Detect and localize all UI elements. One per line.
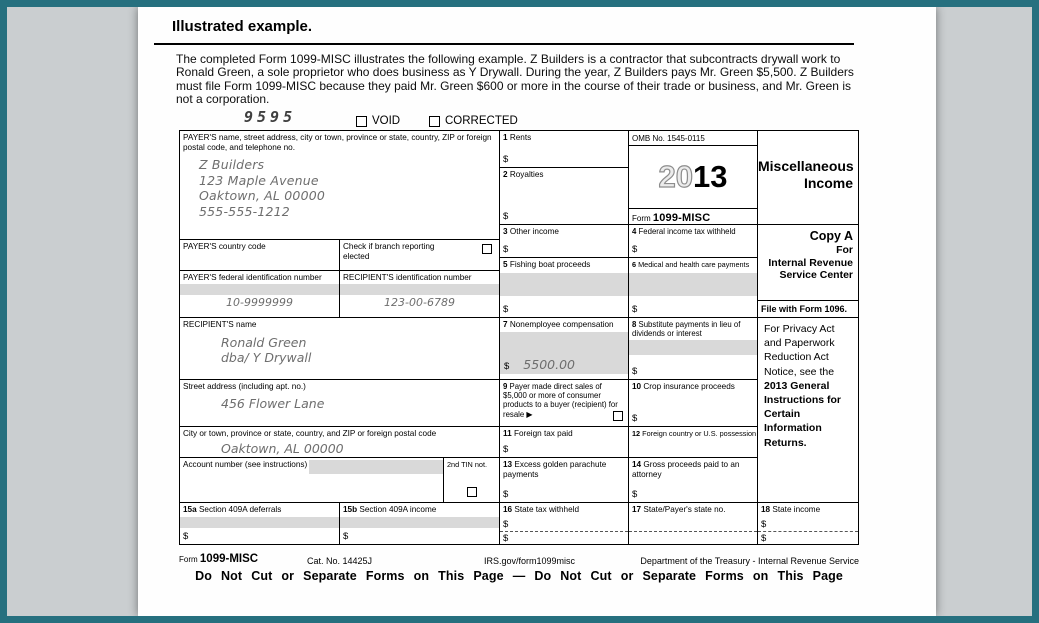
corrected-label: CORRECTED	[445, 115, 518, 127]
box-10-dollar: $	[632, 413, 638, 424]
form-number-line: Form 1099-MISC	[629, 208, 757, 224]
void-checkbox[interactable]	[356, 116, 367, 127]
direct-sales-checkbox[interactable]	[613, 411, 623, 421]
treasury-department-line: Department of the Treasury - Internal Revenue Service	[640, 556, 859, 566]
form-ocr-code: 9595	[244, 108, 297, 126]
box-17-entry-line1	[629, 518, 757, 531]
box-7-dollar: $	[504, 361, 510, 372]
box-4-label: 4 Federal income tax withheld	[632, 227, 736, 236]
box-16-state-tax-withheld	[499, 502, 628, 544]
year-suffix: 13	[693, 159, 728, 194]
document-page	[138, 7, 936, 616]
recipient-tin-cell	[339, 270, 499, 317]
form-footer	[179, 555, 859, 568]
void-label: VOID	[372, 115, 401, 127]
city-value: Oaktown, AL 00000	[221, 440, 344, 456]
box-8-substitute-payments	[628, 317, 757, 379]
payer-street: 123 Maple Avenue	[199, 172, 319, 188]
box-3-dollar: $	[503, 244, 509, 255]
recipient-name-line2: dba/ Y Drywall	[221, 349, 312, 365]
form-title-line1: Miscellaneous	[758, 158, 854, 174]
box-14-attorney-proceeds	[628, 457, 757, 502]
box-15b-shaded-area	[340, 517, 499, 528]
box-1-label: 1 Rents	[503, 133, 532, 142]
page-title: Illustrated example.	[172, 18, 313, 35]
box-18-label: 18 State income	[761, 505, 821, 514]
omb-number: OMB No. 1545-0115	[629, 131, 757, 146]
account-number-label: Account number (see instructions)	[183, 460, 308, 469]
privacy-act-notice-cell	[757, 317, 858, 502]
irs-url: IRS.gov/form1099misc	[484, 556, 576, 566]
street-address-label: Street address (including apt. no.)	[183, 382, 306, 391]
box-10-crop-insurance	[628, 379, 757, 426]
box-17-state-payer-number	[628, 502, 757, 544]
second-tin-checkbox[interactable]	[467, 487, 477, 497]
box-6-shaded-area	[629, 273, 757, 296]
box-1-number: 1	[503, 133, 508, 142]
tax-year	[629, 146, 757, 208]
payer-city: Oaktown, AL 00000	[199, 188, 326, 204]
city-cell	[179, 426, 499, 457]
box-14-label: 14 Gross proceeds paid to an attorney	[632, 460, 740, 479]
second-tin-label: 2nd TIN not.	[447, 460, 488, 469]
recipient-tin-label: RECIPIENT'S identification number	[343, 273, 472, 282]
form-title-cell	[757, 130, 858, 224]
box-7-shaded-area	[500, 332, 628, 374]
box-6-dollar: $	[632, 304, 638, 315]
recipient-name-line1: Ronald Green	[221, 334, 307, 350]
box-8-shaded-area	[629, 340, 757, 355]
box-15a-409a-deferrals	[179, 502, 339, 544]
file-with-1096-note: File with Form 1096.	[758, 300, 858, 317]
street-address-value: 456 Flower Lane	[221, 395, 325, 411]
recipient-name-value	[180, 335, 499, 365]
box-14-dollar: $	[632, 489, 638, 500]
do-not-cut-notice: Do Not Cut or Separate Forms on This Page — Do Not Cut or Separate Forms on This Page	[195, 569, 843, 583]
payer-tin-cell	[179, 270, 339, 317]
box-7-nonemployee-compensation	[499, 317, 628, 379]
street-address-cell	[179, 379, 499, 426]
box-16-dollar-line2: $	[500, 531, 628, 544]
box-7-label: 7 Nonemployee compensation	[503, 320, 614, 329]
box-17-label: 17 State/Payer's state no.	[632, 505, 726, 514]
box-10-label: 10 Crop insurance proceeds	[632, 382, 735, 391]
box-8-dollar: $	[632, 366, 638, 377]
box-16-label: 16 State tax withheld	[503, 505, 580, 514]
payer-country-code-cell	[179, 239, 339, 270]
payer-phone: 555-555-1212	[199, 203, 290, 219]
account-number-cell	[179, 457, 443, 502]
box-15a-shaded-area	[180, 517, 339, 528]
box-6-medical-payments	[628, 257, 757, 317]
account-number-row	[180, 458, 443, 474]
box-13-dollar: $	[503, 489, 509, 500]
box-3-label: 3 Other income	[503, 227, 559, 236]
box-18-state-income	[757, 502, 858, 544]
box-12-label: 12 Foreign country or U.S. possession	[632, 429, 757, 438]
payer-info-cell	[179, 130, 499, 239]
box-18-dollar-line2: $	[758, 531, 858, 544]
box-1-dollar: $	[503, 154, 509, 165]
box-18-dollar-line1: $	[761, 519, 767, 530]
omb-year-cell	[628, 130, 757, 224]
footer-form-number: Form 1099-MISC	[179, 553, 259, 565]
box-16-dollar-line1: $	[503, 519, 509, 530]
box-15b-409a-income	[339, 502, 499, 544]
form-1099-misc	[179, 130, 859, 545]
privacy-act-notice: For Privacy Act and Paperwork Reduction Act Notice, see the 2013 General Instructions for Certain Information Returns.	[764, 323, 842, 449]
box-11-foreign-tax-paid	[499, 426, 628, 457]
box-7-value: 5500.00	[523, 357, 575, 372]
box-5-shaded-area	[500, 273, 628, 296]
box-9-direct-sales	[499, 379, 628, 426]
box-2-royalties	[499, 167, 628, 224]
box-3-other-income	[499, 224, 628, 257]
year-prefix: 20	[658, 159, 693, 194]
branch-reporting-checkbox[interactable]	[482, 244, 492, 254]
box-15a-dollar: $	[183, 531, 189, 542]
intro-paragraph: The completed Form 1099-MISC illustrates the following example. Z Builders is a contractor that subcontracts drywall work to Ronald Green, a sole proprietor who does business as Y Drywall. During the year, Z Builders pays Mr. Green $5,500. Z Builders must file Form 1099-MISC because they paid Mr. Green $600 or more in the course of their trade or business, and Mr. Green is not a corporation.	[176, 52, 854, 107]
copy-a-heading: Copy A For Internal Revenue Service Center	[768, 229, 853, 281]
branch-reporting-label: Check if branch reporting elected	[343, 242, 435, 261]
recipient-tin-value: 123-00-6789	[384, 295, 455, 309]
box-2-label: 2 Royalties	[503, 170, 544, 179]
copy-a-cell	[757, 224, 858, 317]
box-8-label: 8 Substitute payments in lieu of dividends or interest	[632, 320, 741, 339]
box-4-federal-tax-withheld	[628, 224, 757, 257]
payer-value	[180, 157, 499, 219]
box-12-foreign-country	[628, 426, 757, 457]
branch-reporting-cell	[339, 239, 499, 270]
recipient-tin-shaded-area	[340, 284, 499, 295]
payer-tin-label: PAYER'S federal identification number	[183, 273, 322, 282]
box-9-label: 9 Payer made direct sales of $5,000 or more of consumer products to a buyer (recipient) for resale ▶	[503, 382, 618, 419]
box-13-label: 13 Excess golden parachute payments	[503, 460, 607, 479]
box-5-fishing-boat-proceeds	[499, 257, 628, 317]
payer-country-code-label: PAYER'S country code	[183, 242, 266, 251]
box-11-label: 11 Foreign tax paid	[503, 429, 573, 438]
recipient-name-label: RECIPIENT'S name	[183, 320, 257, 329]
box-5-label: 5 Fishing boat proceeds	[503, 260, 591, 269]
corrected-checkbox[interactable]	[429, 116, 440, 127]
box-11-dollar: $	[503, 444, 509, 455]
payer-label: PAYER'S name, street address, city or town, province or state, country, ZIP or foreign postal code, and telephone no.	[183, 133, 492, 152]
account-number-shaded-area	[309, 460, 443, 474]
payer-tin-value: 10-9999999	[226, 295, 293, 309]
box-2-dollar: $	[503, 211, 509, 222]
catalog-number: Cat. No. 14425J	[307, 556, 373, 566]
box-5-dollar: $	[503, 304, 509, 315]
box-13-golden-parachute	[499, 457, 628, 502]
payer-tin-shaded-area	[180, 284, 339, 295]
form-title-line2: Income	[803, 175, 853, 191]
box-15a-label: 15a Section 409A deferrals	[183, 505, 282, 514]
box-1-rents	[499, 130, 628, 167]
title-rule	[154, 43, 854, 45]
box-15b-label: 15b Section 409A income	[343, 505, 437, 514]
box-15b-dollar: $	[343, 531, 349, 542]
payer-name: Z Builders	[199, 157, 265, 173]
city-label: City or town, province or state, country, and ZIP or foreign postal code	[183, 429, 437, 438]
recipient-name-cell	[179, 317, 499, 379]
void-check-group	[356, 115, 400, 127]
box-4-dollar: $	[632, 244, 638, 255]
corrected-check-group	[429, 115, 518, 127]
box-6-label: 6 Medical and health care payments	[632, 260, 750, 269]
second-tin-cell	[443, 457, 499, 502]
box-17-entry-line2	[629, 531, 757, 544]
